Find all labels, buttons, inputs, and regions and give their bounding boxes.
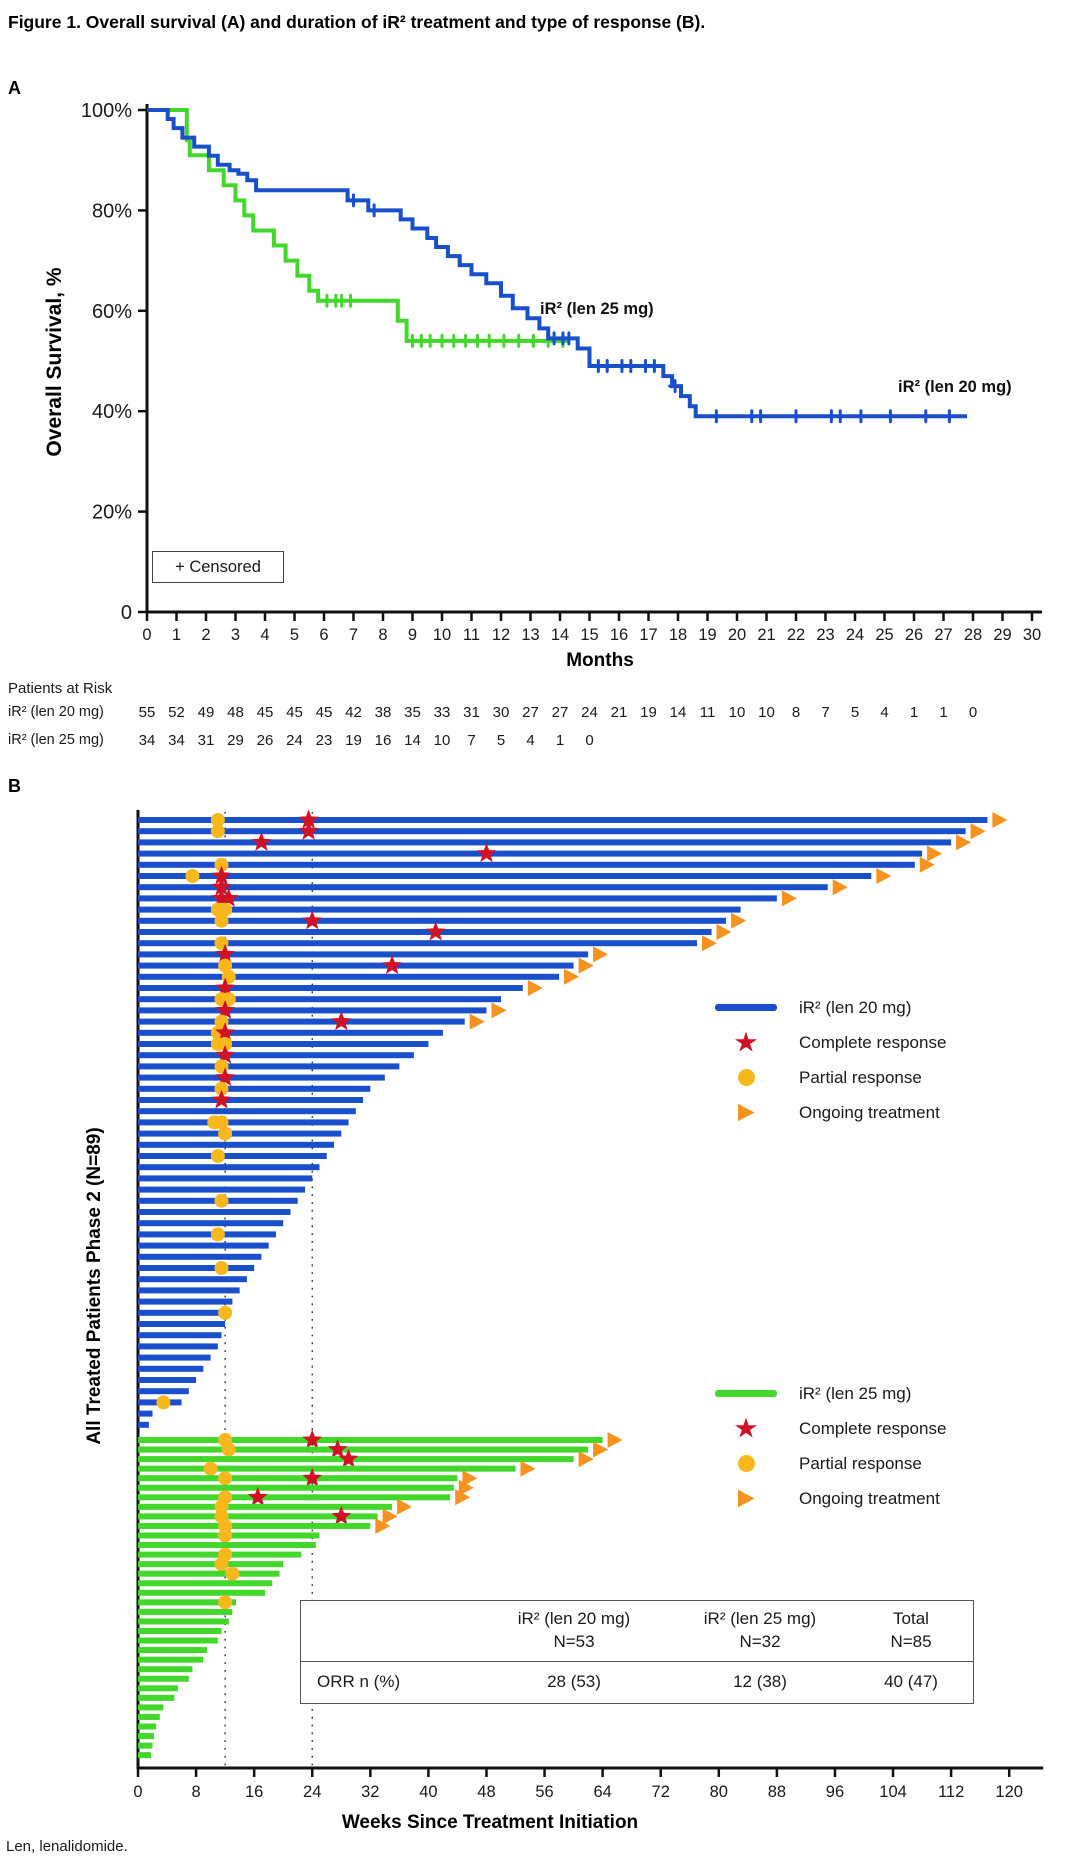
panel-b-label: B bbox=[8, 776, 21, 796]
svg-text:56: 56 bbox=[535, 1783, 554, 1801]
orr-table-header bbox=[301, 1601, 973, 1662]
risk-count: 19 bbox=[345, 732, 362, 749]
len20-line-swatch-icon bbox=[715, 1004, 777, 1011]
risk-count: 5 bbox=[496, 732, 506, 749]
curve-label-len20: iR² (len 20 mg) bbox=[898, 378, 1012, 396]
panel-b-y-axis-title: All Treated Patients Phase 2 (N=89) bbox=[84, 1127, 105, 1445]
svg-text:17: 17 bbox=[639, 626, 658, 644]
svg-text:3: 3 bbox=[230, 626, 241, 644]
risk-count: 24 bbox=[286, 732, 303, 749]
svg-text:72: 72 bbox=[651, 1783, 670, 1801]
partial-response-circle-icon bbox=[738, 1455, 755, 1472]
risk-count: 42 bbox=[345, 704, 362, 721]
risk-count: 10 bbox=[433, 732, 451, 749]
svg-text:100%: 100% bbox=[80, 100, 132, 122]
legend-item-len20-line bbox=[703, 990, 1033, 1025]
risk-count: 0 bbox=[585, 732, 594, 749]
svg-text:29: 29 bbox=[993, 626, 1012, 644]
risk-count: 33 bbox=[433, 704, 451, 721]
panel-b-x-axis-title: Weeks Since Treatment Initiation bbox=[341, 1812, 639, 1833]
risk-row-label-len25: iR² (len 25 mg) bbox=[8, 732, 104, 748]
risk-row-label-len20: iR² (len 20 mg) bbox=[8, 704, 104, 720]
legend-label: iR² (len 20 mg) bbox=[799, 997, 912, 1017]
svg-text:12: 12 bbox=[491, 626, 511, 644]
legend-item-partial-response bbox=[703, 1060, 1033, 1095]
svg-text:26: 26 bbox=[904, 626, 924, 644]
risk-count: 38 bbox=[374, 704, 392, 721]
figure-footnote: Len, lenalidomide. bbox=[6, 1838, 128, 1855]
svg-text:16: 16 bbox=[609, 626, 629, 644]
svg-text:6: 6 bbox=[319, 626, 329, 644]
partial-response-circle-icon bbox=[738, 1069, 755, 1086]
svg-text:15: 15 bbox=[580, 626, 599, 644]
orr-value-len20: 28 (53) bbox=[547, 1671, 601, 1691]
legend-label: Complete response bbox=[799, 1032, 947, 1052]
svg-text:120: 120 bbox=[995, 1783, 1023, 1801]
svg-text:5: 5 bbox=[289, 626, 300, 644]
svg-text:0: 0 bbox=[120, 602, 132, 624]
risk-count: 49 bbox=[197, 704, 215, 721]
risk-count: 19 bbox=[640, 704, 657, 721]
risk-count: 27 bbox=[522, 704, 539, 721]
svg-text:2: 2 bbox=[201, 626, 211, 644]
censored-legend-text: + Censored bbox=[175, 557, 261, 576]
risk-count: 7 bbox=[821, 704, 830, 721]
risk-count: 48 bbox=[227, 704, 244, 721]
legend-item-len25-line bbox=[703, 1376, 1033, 1411]
risk-count: 16 bbox=[374, 732, 392, 749]
svg-text:64: 64 bbox=[593, 1783, 612, 1801]
risk-count: 1 bbox=[555, 732, 565, 749]
risk-count: 45 bbox=[286, 704, 303, 721]
risk-count: 34 bbox=[138, 732, 156, 749]
svg-text:104: 104 bbox=[879, 1783, 907, 1801]
risk-count: 8 bbox=[791, 704, 801, 721]
orr-header-len20 bbox=[481, 1608, 667, 1654]
risk-count: 34 bbox=[168, 732, 185, 749]
orr-header-total-name: Total bbox=[893, 1609, 929, 1628]
legend-label: iR² (len 25 mg) bbox=[799, 1383, 912, 1403]
panel-a-y-axis-title: Overall Survival, % bbox=[43, 267, 66, 457]
legend-item-ongoing-treatment bbox=[703, 1481, 1033, 1516]
svg-text:27: 27 bbox=[934, 626, 953, 644]
svg-text:88: 88 bbox=[767, 1783, 787, 1801]
risk-count: 31 bbox=[197, 732, 215, 749]
legend-label: Ongoing treatment bbox=[799, 1102, 940, 1122]
legend-item-partial-response bbox=[703, 1446, 1033, 1481]
svg-text:24: 24 bbox=[303, 1783, 322, 1801]
orr-value-total: 40 (47) bbox=[884, 1671, 938, 1691]
svg-text:24: 24 bbox=[845, 626, 865, 644]
svg-text:8: 8 bbox=[378, 626, 388, 644]
risk-count: 45 bbox=[256, 704, 274, 721]
risk-count: 52 bbox=[168, 704, 185, 721]
ongoing-treatment-triangle-icon bbox=[738, 1104, 755, 1122]
svg-text:4: 4 bbox=[260, 626, 270, 644]
svg-text:23: 23 bbox=[816, 626, 835, 644]
svg-text:22: 22 bbox=[786, 626, 806, 644]
svg-text:21: 21 bbox=[757, 626, 776, 644]
risk-count: 10 bbox=[758, 704, 775, 721]
orr-header-total-n: N=85 bbox=[890, 1631, 932, 1651]
risk-count: 31 bbox=[463, 704, 480, 721]
svg-text:9: 9 bbox=[407, 626, 418, 644]
legend-label: Complete response bbox=[799, 1418, 947, 1438]
svg-text:60%: 60% bbox=[91, 300, 132, 323]
risk-count: 4 bbox=[880, 704, 889, 721]
svg-text:96: 96 bbox=[825, 1783, 845, 1801]
svg-text:10: 10 bbox=[432, 626, 452, 644]
risk-count: 11 bbox=[699, 704, 716, 721]
risk-count: 5 bbox=[850, 704, 860, 721]
legend-item-complete-response bbox=[703, 1411, 1033, 1446]
panel-a-label: A bbox=[8, 78, 21, 98]
risk-count: 1 bbox=[939, 704, 948, 721]
legend-len25 bbox=[703, 1376, 1033, 1516]
risk-count: 24 bbox=[581, 704, 598, 721]
orr-table-row bbox=[301, 1662, 973, 1703]
risk-count: 14 bbox=[669, 704, 687, 721]
svg-text:32: 32 bbox=[361, 1783, 380, 1801]
legend-label: Ongoing treatment bbox=[799, 1488, 940, 1508]
svg-text:16: 16 bbox=[244, 1783, 264, 1801]
risk-count: 0 bbox=[968, 704, 978, 721]
svg-text:40%: 40% bbox=[91, 401, 132, 424]
orr-header-len25 bbox=[667, 1608, 853, 1654]
orr-row-label: ORR n (%) bbox=[317, 1671, 401, 1691]
svg-text:1: 1 bbox=[171, 626, 182, 644]
figure-title: Figure 1. Overall survival (A) and duration of iR² treatment and type of response (B). bbox=[8, 12, 706, 32]
svg-text:20: 20 bbox=[727, 626, 747, 644]
svg-text:0: 0 bbox=[142, 626, 152, 644]
risk-count: 30 bbox=[492, 704, 510, 721]
curve-label-len25: iR² (len 25 mg) bbox=[540, 300, 654, 318]
svg-text:8: 8 bbox=[191, 1783, 201, 1801]
orr-value-len25: 12 (38) bbox=[733, 1671, 787, 1691]
risk-count: 7 bbox=[467, 732, 476, 749]
svg-text:7: 7 bbox=[348, 626, 359, 644]
risk-count: 1 bbox=[909, 704, 919, 721]
orr-header-len25-name: iR² (len 25 mg) bbox=[703, 1609, 817, 1628]
ongoing-treatment-triangle-icon bbox=[738, 1490, 755, 1508]
legend-label: Partial response bbox=[799, 1453, 922, 1473]
svg-text:48: 48 bbox=[477, 1783, 496, 1801]
risk-count: 4 bbox=[526, 732, 535, 749]
svg-text:112: 112 bbox=[937, 1783, 965, 1801]
risk-count: 26 bbox=[256, 732, 274, 749]
risk-count: 35 bbox=[404, 704, 421, 721]
svg-text:19: 19 bbox=[698, 626, 717, 644]
risk-count: 27 bbox=[551, 704, 569, 721]
svg-text:18: 18 bbox=[668, 626, 688, 644]
svg-text:80: 80 bbox=[709, 1783, 728, 1801]
risk-count: 14 bbox=[404, 732, 421, 749]
risk-count: 29 bbox=[227, 732, 244, 749]
svg-text:14: 14 bbox=[550, 626, 570, 644]
orr-header-total bbox=[853, 1608, 969, 1654]
risk-count: 45 bbox=[315, 704, 333, 721]
svg-text:40: 40 bbox=[419, 1783, 438, 1801]
legend-item-ongoing-treatment bbox=[703, 1095, 1033, 1130]
patients-at-risk-title: Patients at Risk bbox=[8, 680, 113, 697]
risk-count: 55 bbox=[138, 704, 156, 721]
svg-text:11: 11 bbox=[462, 626, 481, 644]
orr-header-len20-name: iR² (len 20 mg) bbox=[517, 1609, 631, 1628]
legend-label: Partial response bbox=[799, 1067, 922, 1087]
svg-text:0: 0 bbox=[133, 1783, 143, 1801]
risk-count: 10 bbox=[728, 704, 746, 721]
svg-text:30: 30 bbox=[1022, 626, 1042, 644]
panel-a-x-axis-title: Months bbox=[566, 650, 634, 671]
risk-count: 21 bbox=[610, 704, 628, 721]
complete-response-star-icon bbox=[735, 1418, 758, 1440]
svg-text:20%: 20% bbox=[91, 501, 132, 524]
legend-len20 bbox=[703, 990, 1033, 1130]
len25-line-swatch-icon bbox=[715, 1390, 777, 1397]
svg-text:80%: 80% bbox=[91, 200, 132, 223]
orr-header-len25-n: N=32 bbox=[739, 1631, 781, 1651]
complete-response-star-icon bbox=[735, 1032, 758, 1054]
orr-table bbox=[300, 1600, 974, 1704]
risk-count: 23 bbox=[315, 732, 333, 749]
svg-text:25: 25 bbox=[875, 626, 894, 644]
svg-text:13: 13 bbox=[521, 626, 540, 644]
svg-text:28: 28 bbox=[963, 626, 983, 644]
legend-item-complete-response bbox=[703, 1025, 1033, 1060]
censored-legend bbox=[152, 551, 284, 583]
orr-header-len20-n: N=53 bbox=[553, 1631, 595, 1651]
